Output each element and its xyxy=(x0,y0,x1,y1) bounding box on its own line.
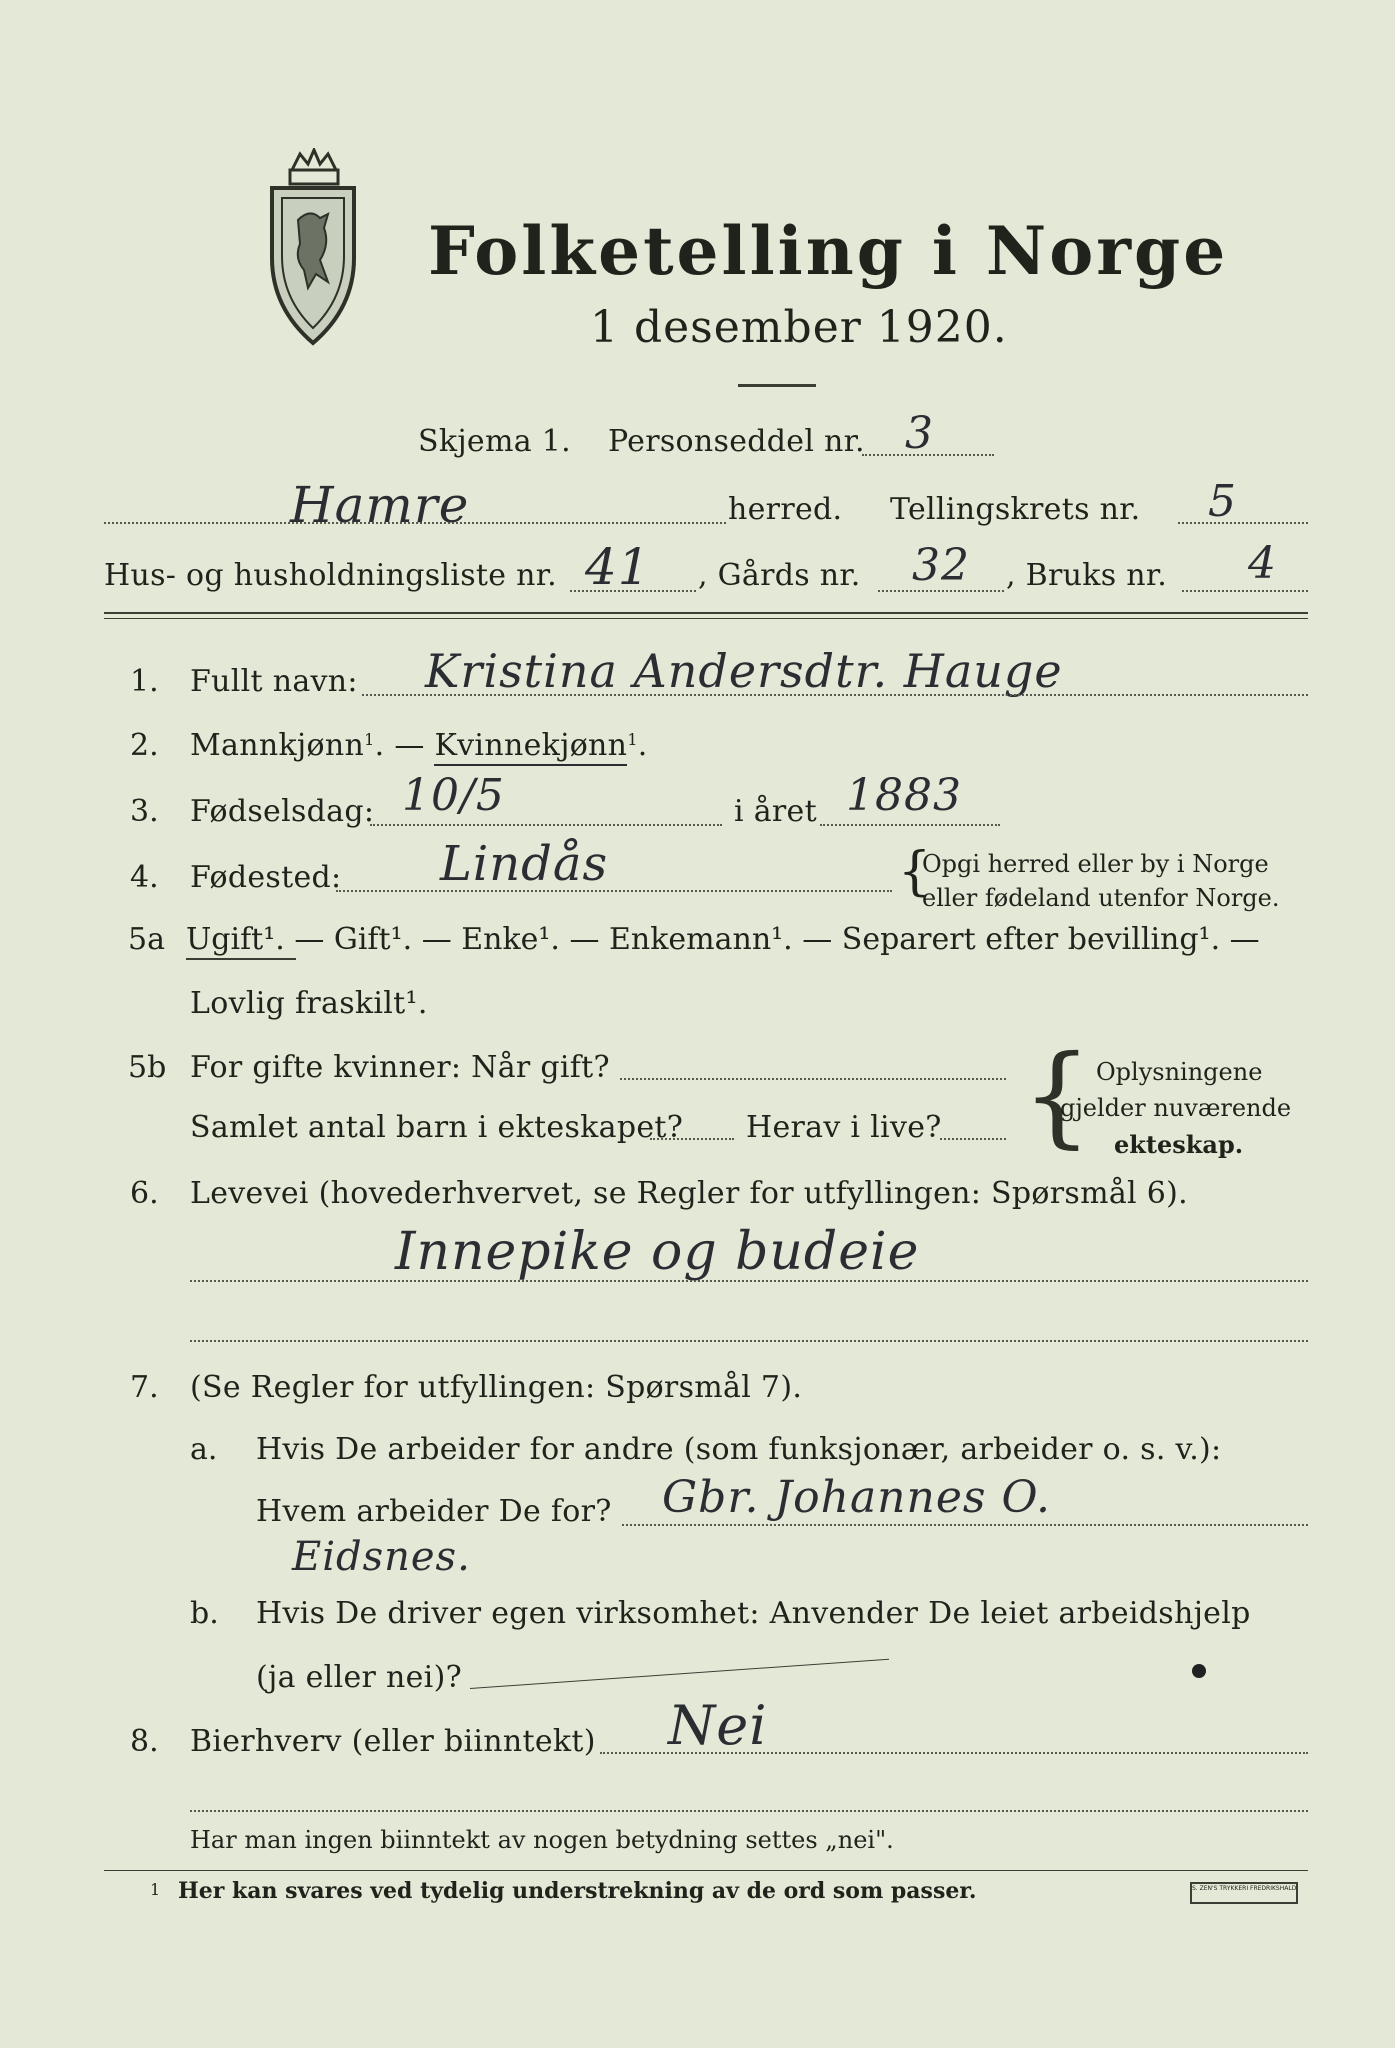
title-divider xyxy=(738,384,816,387)
gards-value: 32 xyxy=(912,540,970,591)
q7a-line-1: Hvis De arbeider for andre (som funksjonær, arbeider o. s. v.): xyxy=(256,1432,1222,1467)
year-line xyxy=(820,824,1000,826)
q5b-number: 5b xyxy=(128,1050,167,1085)
q5b-note-3: ekteskap. xyxy=(1114,1130,1244,1159)
year-label: i året xyxy=(734,794,817,829)
coat-of-arms-icon xyxy=(258,148,368,348)
gards-line xyxy=(878,590,1004,592)
fodested-label: Fødested: xyxy=(190,860,342,895)
personseddel-line xyxy=(862,454,994,456)
q7b-number: b. xyxy=(190,1596,219,1631)
bruks-value: 4 xyxy=(1248,538,1277,589)
mannkjonn-option: Mannkjønn$^1$. — Kvinnekjønn$^1$. xyxy=(190,728,648,763)
q7a-line-2: Hvem arbeider De for? xyxy=(256,1494,612,1529)
fodselsdag-label: Fødselsdag: xyxy=(190,794,375,829)
q4-number: 4. xyxy=(130,860,159,895)
levevei-label: Levevei (hovederhvervet, se Regler for utfyllingen: Spørsmål 6). xyxy=(190,1176,1188,1211)
q7-label: (Se Regler for utfyllingen: Spørsmål 7). xyxy=(190,1370,803,1405)
header-rule-2 xyxy=(104,618,1308,619)
levevei-line-1 xyxy=(190,1280,1308,1282)
personseddel-label: Personseddel nr. xyxy=(608,424,865,459)
bierhverv-value: Nei xyxy=(668,1694,768,1757)
sivilstand-options: Ugift¹. — Gift¹. — Enke¹. — Enkemann¹. — Separert efter bevilling¹. — xyxy=(186,922,1260,957)
ugift-underline xyxy=(186,958,296,960)
fodselsdag-line xyxy=(370,824,722,826)
herav-line xyxy=(940,1138,1006,1140)
herred-line xyxy=(104,522,726,524)
hus-label: Hus- og husholdningsliste nr. xyxy=(104,558,557,593)
skjema-label: Skjema 1. xyxy=(418,424,571,459)
herred-value: Hamre xyxy=(290,476,470,534)
fodested-line xyxy=(336,890,892,892)
bruks-line xyxy=(1182,590,1308,592)
q7b-stroke xyxy=(470,1659,889,1689)
q3-number: 3. xyxy=(130,794,159,829)
q4-brace: { xyxy=(898,842,932,902)
q1-number: 1. xyxy=(130,664,159,699)
fodested-note-1: Opgi herred eller by i Norge xyxy=(922,850,1269,878)
q2-number: 2. xyxy=(130,728,159,763)
personseddel-value: 3 xyxy=(905,408,934,459)
antal-barn-label: Samlet antal barn i ekteskapet? xyxy=(190,1110,684,1145)
levevei-line-2 xyxy=(190,1340,1308,1342)
q7b-line-1: Hvis De driver egen virksomhet: Anvender De leiet arbeidshjelp xyxy=(256,1596,1251,1631)
q5b-note-1: Oplysningene xyxy=(1096,1058,1263,1086)
hus-line xyxy=(570,590,696,592)
arbeidsgiver-value-1: Gbr. Johannes O. xyxy=(662,1472,1051,1523)
printer-stamp: S. ZEN'S TRYKKERI FREDRIKSHALD xyxy=(1190,1882,1298,1904)
bierhverv-line-1 xyxy=(600,1752,1308,1754)
hus-value: 41 xyxy=(585,538,651,596)
q5b-note-2: gjelder nuværende xyxy=(1060,1094,1292,1122)
tellingskrets-label: Tellingskrets nr. xyxy=(890,492,1141,527)
fullt-navn-value: Kristina Andersdtr. Hauge xyxy=(425,644,1063,698)
fodselsdag-value: 10/5 xyxy=(402,770,505,821)
q8-number: 8. xyxy=(130,1724,159,1759)
bierhverv-label: Bierhverv (eller biinntekt) xyxy=(190,1724,596,1759)
arbeidsgiver-line-1 xyxy=(622,1524,1308,1526)
q5a-number: 5a xyxy=(128,922,165,957)
q7-number: 7. xyxy=(130,1370,159,1405)
year-value: 1883 xyxy=(846,770,962,821)
herred-label: herred. xyxy=(728,492,843,527)
q7a-number: a. xyxy=(190,1432,218,1467)
biinntekt-note: Har man ingen biinntekt av nogen betydning settes „nei". xyxy=(190,1826,894,1854)
nar-gift-label: For gifte kvinner: Når gift? xyxy=(190,1050,610,1085)
bierhverv-line-2 xyxy=(190,1810,1308,1812)
bruks-label: , Bruks nr. xyxy=(1006,558,1168,593)
footnote-mark: 1 xyxy=(150,1880,161,1899)
antal-barn-line xyxy=(650,1138,734,1140)
nar-gift-line xyxy=(620,1078,1006,1080)
arbeidsgiver-value-2: Eidsnes. xyxy=(292,1534,471,1580)
form-title: Folketelling i Norge xyxy=(428,212,1229,290)
footer-rule xyxy=(104,1870,1308,1871)
fodested-note-2: eller fødeland utenfor Norge. xyxy=(922,884,1280,912)
fullt-navn-line xyxy=(362,694,1308,696)
q6-number: 6. xyxy=(130,1176,159,1211)
form-date: 1 desember 1920. xyxy=(590,302,1008,353)
kvinnekjonn-option: Kvinnekjønn xyxy=(434,728,627,766)
levevei-value: Innepike og budeie xyxy=(395,1222,920,1282)
footnote-text: Her kan svares ved tydelig understrekning av de ord som passer. xyxy=(178,1878,977,1904)
q7b-line-2: (ja eller nei)? xyxy=(256,1660,462,1695)
tellingskrets-line xyxy=(1178,522,1308,524)
header-rule-1 xyxy=(104,612,1308,614)
q5b-brace: { xyxy=(1022,1031,1092,1159)
ink-dot xyxy=(1192,1664,1206,1678)
tellingskrets-value: 5 xyxy=(1208,476,1237,527)
fraskilt-option: Lovlig fraskilt¹. xyxy=(190,986,428,1021)
herav-label: Herav i live? xyxy=(746,1110,942,1145)
fodested-value: Lindås xyxy=(440,836,609,892)
fullt-navn-label: Fullt navn: xyxy=(190,664,358,699)
gards-label: , Gårds nr. xyxy=(698,558,861,593)
